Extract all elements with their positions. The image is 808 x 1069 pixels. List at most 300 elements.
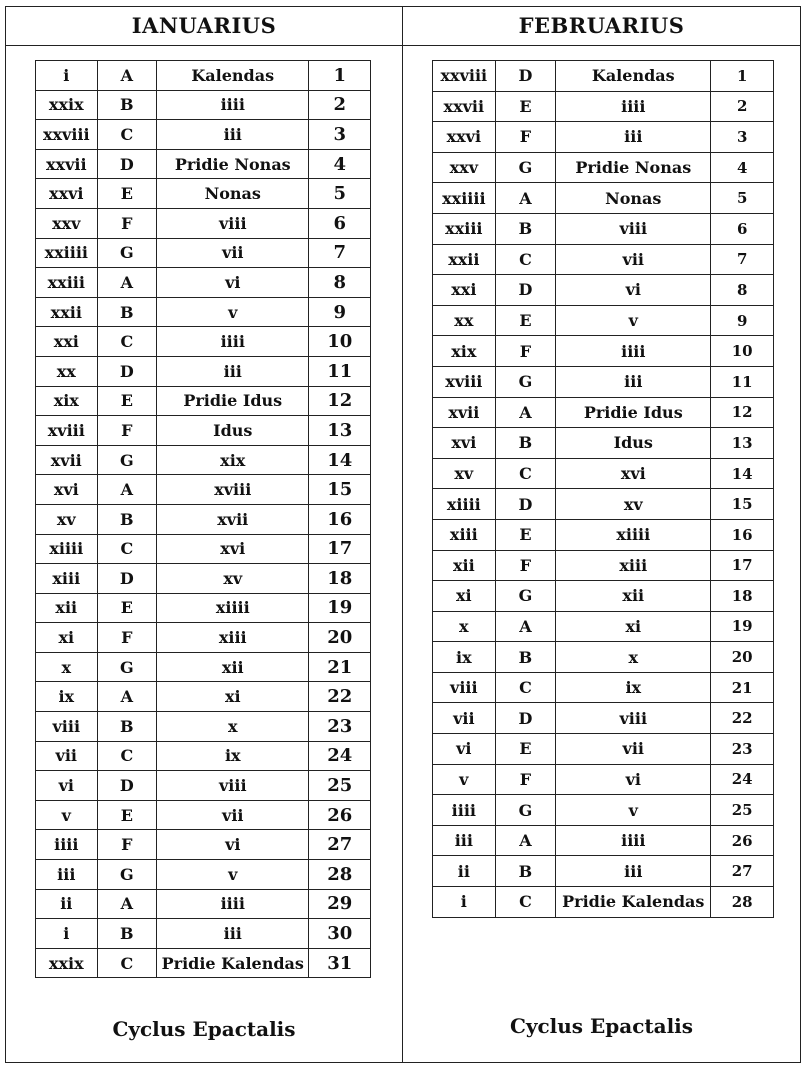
day-name-cell: v bbox=[556, 795, 711, 826]
day-name-cell: xviii bbox=[157, 475, 309, 505]
epact-cell: vii bbox=[433, 703, 496, 734]
day-name-cell: iiii bbox=[556, 336, 711, 367]
day-name-cell: vii bbox=[157, 238, 309, 268]
table-row bbox=[433, 336, 774, 367]
dominical-letter-cell: D bbox=[495, 275, 556, 306]
day-number-cell: 14 bbox=[711, 458, 774, 489]
dominical-letter-cell: B bbox=[97, 297, 157, 327]
day-number-cell: 12 bbox=[309, 386, 371, 416]
day-name-cell: iiii bbox=[556, 91, 711, 122]
dominical-letter-cell: E bbox=[97, 593, 157, 623]
day-number-cell: 7 bbox=[711, 244, 774, 275]
table-row bbox=[433, 795, 774, 826]
day-name-cell: Pridie Kalendas bbox=[157, 948, 309, 978]
dominical-letter-cell: B bbox=[97, 90, 157, 120]
day-number-cell: 2 bbox=[309, 90, 371, 120]
day-number-cell: 3 bbox=[711, 122, 774, 153]
epact-cell: xxiiii bbox=[36, 238, 98, 268]
day-number-cell: 4 bbox=[711, 152, 774, 183]
epact-cell: vi bbox=[433, 734, 496, 765]
day-name-cell: Nonas bbox=[556, 183, 711, 214]
epact-cell: xi bbox=[433, 581, 496, 612]
day-number-cell: 15 bbox=[711, 489, 774, 520]
dominical-letter-cell: F bbox=[495, 550, 556, 581]
dominical-letter-cell: C bbox=[97, 534, 157, 564]
dominical-letter-cell: E bbox=[495, 91, 556, 122]
epact-cell: xv bbox=[36, 504, 98, 534]
epact-cell: xx bbox=[433, 305, 496, 336]
day-name-cell: iiii bbox=[157, 327, 309, 357]
epact-cell: xxv bbox=[433, 152, 496, 183]
table-row bbox=[36, 593, 371, 623]
dominical-letter-cell: B bbox=[495, 428, 556, 459]
table-row bbox=[433, 397, 774, 428]
day-number-cell: 23 bbox=[711, 734, 774, 765]
table-row bbox=[36, 860, 371, 890]
table-row bbox=[433, 61, 774, 92]
day-name-cell: xii bbox=[157, 652, 309, 682]
footer-cyclus-epactalis-left: Cyclus Epactalis bbox=[112, 1017, 296, 1041]
day-name-cell: iii bbox=[157, 356, 309, 386]
dominical-letter-cell: C bbox=[97, 120, 157, 150]
dominical-letter-cell: A bbox=[495, 183, 556, 214]
table-row bbox=[433, 856, 774, 887]
table-row bbox=[433, 366, 774, 397]
day-number-cell: 30 bbox=[309, 919, 371, 949]
dominical-letter-cell: A bbox=[495, 397, 556, 428]
day-name-cell: xvii bbox=[157, 504, 309, 534]
day-name-cell: viii bbox=[556, 213, 711, 244]
epact-cell: xxvi bbox=[36, 179, 98, 209]
day-number-cell: 3 bbox=[309, 120, 371, 150]
day-number-cell: 28 bbox=[711, 887, 774, 918]
epact-cell: xvi bbox=[433, 428, 496, 459]
epact-cell: xxvii bbox=[433, 91, 496, 122]
day-number-cell: 31 bbox=[309, 948, 371, 978]
day-number-cell: 4 bbox=[309, 149, 371, 179]
table-row bbox=[433, 672, 774, 703]
day-name-cell: Pridie Kalendas bbox=[556, 887, 711, 918]
epact-cell: xiiii bbox=[433, 489, 496, 520]
dominical-letter-cell: G bbox=[97, 445, 157, 475]
dominical-letter-cell: C bbox=[97, 948, 157, 978]
table-row bbox=[36, 830, 371, 860]
table-row bbox=[36, 179, 371, 209]
day-number-cell: 13 bbox=[711, 428, 774, 459]
table-row bbox=[36, 416, 371, 446]
day-name-cell: Kalendas bbox=[157, 61, 309, 91]
table-row bbox=[36, 682, 371, 712]
epact-cell: vii bbox=[36, 741, 98, 771]
dominical-letter-cell: F bbox=[97, 208, 157, 238]
day-name-cell: xiiii bbox=[556, 519, 711, 550]
table-row bbox=[433, 428, 774, 459]
epact-cell: xii bbox=[36, 593, 98, 623]
day-number-cell: 23 bbox=[309, 712, 371, 742]
epact-cell: i bbox=[36, 919, 98, 949]
day-name-cell: v bbox=[157, 860, 309, 890]
day-number-cell: 25 bbox=[711, 795, 774, 826]
table-row bbox=[433, 825, 774, 856]
day-number-cell: 9 bbox=[711, 305, 774, 336]
day-number-cell: 6 bbox=[309, 208, 371, 238]
day-name-cell: vii bbox=[556, 244, 711, 275]
epact-cell: xxiii bbox=[433, 213, 496, 244]
table-row bbox=[433, 764, 774, 795]
table-row bbox=[36, 889, 371, 919]
table-row bbox=[433, 642, 774, 673]
dominical-letter-cell: C bbox=[97, 327, 157, 357]
day-name-cell: iiii bbox=[157, 90, 309, 120]
epact-cell: xviii bbox=[433, 366, 496, 397]
month-title-februarius: FEBRUARIUS bbox=[518, 13, 685, 38]
table-row bbox=[36, 771, 371, 801]
day-number-cell: 24 bbox=[309, 741, 371, 771]
day-number-cell: 12 bbox=[711, 397, 774, 428]
day-number-cell: 1 bbox=[711, 61, 774, 92]
table-row bbox=[36, 149, 371, 179]
day-name-cell: xv bbox=[556, 489, 711, 520]
dominical-letter-cell: G bbox=[97, 652, 157, 682]
day-name-cell: xi bbox=[157, 682, 309, 712]
day-name-cell: xvi bbox=[556, 458, 711, 489]
table-row bbox=[433, 581, 774, 612]
epact-cell: xvii bbox=[36, 445, 98, 475]
day-name-cell: viii bbox=[556, 703, 711, 734]
dominical-letter-cell: E bbox=[495, 305, 556, 336]
dominical-letter-cell: G bbox=[495, 581, 556, 612]
epact-cell: xxii bbox=[433, 244, 496, 275]
table-row bbox=[36, 238, 371, 268]
table-row bbox=[36, 948, 371, 978]
day-number-cell: 22 bbox=[309, 682, 371, 712]
day-number-cell: 6 bbox=[711, 213, 774, 244]
epact-cell: xxix bbox=[36, 90, 98, 120]
dominical-letter-cell: G bbox=[97, 238, 157, 268]
day-number-cell: 13 bbox=[309, 416, 371, 446]
day-name-cell: x bbox=[556, 642, 711, 673]
dominical-letter-cell: F bbox=[495, 336, 556, 367]
day-number-cell: 18 bbox=[309, 564, 371, 594]
table-row bbox=[36, 297, 371, 327]
februarius-table bbox=[432, 60, 774, 918]
day-number-cell: 29 bbox=[309, 889, 371, 919]
table-row bbox=[433, 519, 774, 550]
epact-cell: xxviii bbox=[36, 120, 98, 150]
table-row bbox=[36, 61, 371, 91]
table-row bbox=[36, 712, 371, 742]
dominical-letter-cell: A bbox=[495, 825, 556, 856]
day-name-cell: xiii bbox=[556, 550, 711, 581]
day-name-cell: xix bbox=[157, 445, 309, 475]
day-name-cell: Pridie Nonas bbox=[556, 152, 711, 183]
epact-cell: ii bbox=[36, 889, 98, 919]
day-name-cell: iii bbox=[556, 366, 711, 397]
dominical-letter-cell: E bbox=[495, 734, 556, 765]
day-number-cell: 27 bbox=[711, 856, 774, 887]
footer-cyclus-epactalis-right: Cyclus Epactalis bbox=[509, 1014, 694, 1038]
table-row bbox=[36, 208, 371, 238]
day-name-cell: ix bbox=[556, 672, 711, 703]
epact-cell: ix bbox=[433, 642, 496, 673]
epact-cell: xxiiii bbox=[433, 183, 496, 214]
ianuarius-table bbox=[35, 60, 371, 978]
dominical-letter-cell: B bbox=[495, 213, 556, 244]
day-number-cell: 19 bbox=[309, 593, 371, 623]
epact-cell: iiii bbox=[36, 830, 98, 860]
table-row bbox=[433, 458, 774, 489]
dominical-letter-cell: E bbox=[97, 179, 157, 209]
dominical-letter-cell: B bbox=[495, 642, 556, 673]
dominical-letter-cell: B bbox=[97, 712, 157, 742]
epact-cell: xxii bbox=[36, 297, 98, 327]
table-row bbox=[36, 623, 371, 653]
day-name-cell: iiii bbox=[556, 825, 711, 856]
day-number-cell: 16 bbox=[309, 504, 371, 534]
day-name-cell: xiii bbox=[157, 623, 309, 653]
day-number-cell: 10 bbox=[309, 327, 371, 357]
table-row bbox=[36, 445, 371, 475]
dominical-letter-cell: B bbox=[97, 504, 157, 534]
epact-cell: v bbox=[433, 764, 496, 795]
day-name-cell: iii bbox=[157, 919, 309, 949]
day-number-cell: 19 bbox=[711, 611, 774, 642]
day-name-cell: v bbox=[157, 297, 309, 327]
table-row bbox=[36, 475, 371, 505]
dominical-letter-cell: A bbox=[97, 475, 157, 505]
epact-cell: xxiii bbox=[36, 268, 98, 298]
dominical-letter-cell: A bbox=[97, 682, 157, 712]
dominical-letter-cell: C bbox=[495, 672, 556, 703]
day-number-cell: 20 bbox=[309, 623, 371, 653]
day-name-cell: iii bbox=[556, 122, 711, 153]
column-divider bbox=[402, 7, 403, 1062]
epact-cell: xix bbox=[36, 386, 98, 416]
epact-cell: xx bbox=[36, 356, 98, 386]
table-row bbox=[433, 244, 774, 275]
dominical-letter-cell: C bbox=[495, 458, 556, 489]
day-number-cell: 26 bbox=[711, 825, 774, 856]
day-number-cell: 10 bbox=[711, 336, 774, 367]
epact-cell: iiii bbox=[433, 795, 496, 826]
table-row bbox=[36, 919, 371, 949]
day-name-cell: Idus bbox=[556, 428, 711, 459]
epact-cell: ix bbox=[36, 682, 98, 712]
dominical-letter-cell: F bbox=[495, 122, 556, 153]
day-number-cell: 17 bbox=[711, 550, 774, 581]
table-row bbox=[433, 152, 774, 183]
epact-cell: x bbox=[36, 652, 98, 682]
day-number-cell: 26 bbox=[309, 800, 371, 830]
dominical-letter-cell: C bbox=[97, 741, 157, 771]
epact-cell: v bbox=[36, 800, 98, 830]
table-row bbox=[36, 120, 371, 150]
table-row bbox=[36, 327, 371, 357]
epact-cell: ii bbox=[433, 856, 496, 887]
day-number-cell: 21 bbox=[711, 672, 774, 703]
table-row bbox=[433, 611, 774, 642]
calendar-frame bbox=[5, 6, 801, 1063]
dominical-letter-cell: D bbox=[495, 61, 556, 92]
day-name-cell: xiiii bbox=[157, 593, 309, 623]
day-number-cell: 5 bbox=[309, 179, 371, 209]
day-name-cell: iiii bbox=[157, 889, 309, 919]
day-number-cell: 22 bbox=[711, 703, 774, 734]
dominical-letter-cell: D bbox=[97, 356, 157, 386]
dominical-letter-cell: F bbox=[495, 764, 556, 795]
table-row bbox=[36, 356, 371, 386]
day-name-cell: Pridie Idus bbox=[157, 386, 309, 416]
day-name-cell: viii bbox=[157, 208, 309, 238]
day-name-cell: vi bbox=[556, 275, 711, 306]
day-number-cell: 11 bbox=[309, 356, 371, 386]
epact-cell: xxvi bbox=[433, 122, 496, 153]
epact-cell: xi bbox=[36, 623, 98, 653]
day-number-cell: 24 bbox=[711, 764, 774, 795]
dominical-letter-cell: G bbox=[495, 152, 556, 183]
table-row bbox=[36, 90, 371, 120]
epact-cell: xxi bbox=[433, 275, 496, 306]
table-row bbox=[433, 275, 774, 306]
table-row bbox=[36, 504, 371, 534]
dominical-letter-cell: G bbox=[495, 795, 556, 826]
dominical-letter-cell: A bbox=[97, 268, 157, 298]
table-row bbox=[36, 386, 371, 416]
day-name-cell: xv bbox=[157, 564, 309, 594]
dominical-letter-cell: D bbox=[97, 564, 157, 594]
day-number-cell: 15 bbox=[309, 475, 371, 505]
day-name-cell: iii bbox=[157, 120, 309, 150]
day-number-cell: 27 bbox=[309, 830, 371, 860]
day-number-cell: 14 bbox=[309, 445, 371, 475]
table-row bbox=[433, 122, 774, 153]
dominical-letter-cell: D bbox=[97, 771, 157, 801]
epact-cell: xxix bbox=[36, 948, 98, 978]
dominical-letter-cell: G bbox=[97, 860, 157, 890]
epact-cell: xvii bbox=[433, 397, 496, 428]
epact-cell: xiiii bbox=[36, 534, 98, 564]
day-name-cell: Nonas bbox=[157, 179, 309, 209]
dominical-letter-cell: B bbox=[97, 919, 157, 949]
dominical-letter-cell: D bbox=[97, 149, 157, 179]
table-row bbox=[36, 741, 371, 771]
epact-cell: i bbox=[36, 61, 98, 91]
dominical-letter-cell: F bbox=[97, 416, 157, 446]
epact-cell: xiii bbox=[36, 564, 98, 594]
day-name-cell: xvi bbox=[157, 534, 309, 564]
dominical-letter-cell: E bbox=[495, 519, 556, 550]
day-name-cell: Kalendas bbox=[556, 61, 711, 92]
day-name-cell: Pridie Idus bbox=[556, 397, 711, 428]
dominical-letter-cell: C bbox=[495, 887, 556, 918]
dominical-letter-cell: A bbox=[495, 611, 556, 642]
day-number-cell: 7 bbox=[309, 238, 371, 268]
day-name-cell: iii bbox=[556, 856, 711, 887]
dominical-letter-cell: D bbox=[495, 489, 556, 520]
day-name-cell: vi bbox=[556, 764, 711, 795]
epact-cell: xix bbox=[433, 336, 496, 367]
epact-cell: xii bbox=[433, 550, 496, 581]
day-number-cell: 9 bbox=[309, 297, 371, 327]
table-row bbox=[433, 91, 774, 122]
day-number-cell: 21 bbox=[309, 652, 371, 682]
table-row bbox=[433, 550, 774, 581]
epact-cell: xxvii bbox=[36, 149, 98, 179]
day-number-cell: 18 bbox=[711, 581, 774, 612]
dominical-letter-cell: E bbox=[97, 800, 157, 830]
day-name-cell: vii bbox=[556, 734, 711, 765]
month-title-ianuarius: IANUARIUS bbox=[131, 13, 277, 38]
dominical-letter-cell: A bbox=[97, 889, 157, 919]
epact-cell: xxi bbox=[36, 327, 98, 357]
table-row bbox=[433, 703, 774, 734]
table-row bbox=[433, 183, 774, 214]
epact-cell: xxviii bbox=[433, 61, 496, 92]
table-row bbox=[36, 534, 371, 564]
epact-cell: iii bbox=[433, 825, 496, 856]
dominical-letter-cell: G bbox=[495, 366, 556, 397]
epact-cell: xviii bbox=[36, 416, 98, 446]
epact-cell: viii bbox=[433, 672, 496, 703]
day-number-cell: 20 bbox=[711, 642, 774, 673]
dominical-letter-cell: D bbox=[495, 703, 556, 734]
day-number-cell: 17 bbox=[309, 534, 371, 564]
table-row bbox=[433, 734, 774, 765]
day-name-cell: vii bbox=[157, 800, 309, 830]
day-number-cell: 25 bbox=[309, 771, 371, 801]
epact-cell: iii bbox=[36, 860, 98, 890]
day-number-cell: 1 bbox=[309, 61, 371, 91]
epact-cell: viii bbox=[36, 712, 98, 742]
day-name-cell: xii bbox=[556, 581, 711, 612]
dominical-letter-cell: F bbox=[97, 830, 157, 860]
day-number-cell: 5 bbox=[711, 183, 774, 214]
epact-cell: vi bbox=[36, 771, 98, 801]
day-name-cell: vi bbox=[157, 268, 309, 298]
day-name-cell: xi bbox=[556, 611, 711, 642]
day-number-cell: 28 bbox=[309, 860, 371, 890]
dominical-letter-cell: A bbox=[97, 61, 157, 91]
table-row bbox=[36, 652, 371, 682]
dominical-letter-cell: F bbox=[97, 623, 157, 653]
day-name-cell: Idus bbox=[157, 416, 309, 446]
epact-cell: x bbox=[433, 611, 496, 642]
day-name-cell: viii bbox=[157, 771, 309, 801]
day-number-cell: 16 bbox=[711, 519, 774, 550]
table-row bbox=[36, 268, 371, 298]
dominical-letter-cell: E bbox=[97, 386, 157, 416]
epact-cell: xxv bbox=[36, 208, 98, 238]
epact-cell: xvi bbox=[36, 475, 98, 505]
dominical-letter-cell: C bbox=[495, 244, 556, 275]
table-row bbox=[433, 887, 774, 918]
epact-cell: i bbox=[433, 887, 496, 918]
day-number-cell: 11 bbox=[711, 366, 774, 397]
table-row bbox=[36, 800, 371, 830]
day-number-cell: 8 bbox=[711, 275, 774, 306]
epact-cell: xiii bbox=[433, 519, 496, 550]
dominical-letter-cell: B bbox=[495, 856, 556, 887]
table-row bbox=[36, 564, 371, 594]
day-name-cell: vi bbox=[157, 830, 309, 860]
table-row bbox=[433, 305, 774, 336]
day-name-cell: v bbox=[556, 305, 711, 336]
day-name-cell: ix bbox=[157, 741, 309, 771]
epact-cell: xv bbox=[433, 458, 496, 489]
table-row bbox=[433, 489, 774, 520]
day-number-cell: 2 bbox=[711, 91, 774, 122]
table-row bbox=[433, 213, 774, 244]
